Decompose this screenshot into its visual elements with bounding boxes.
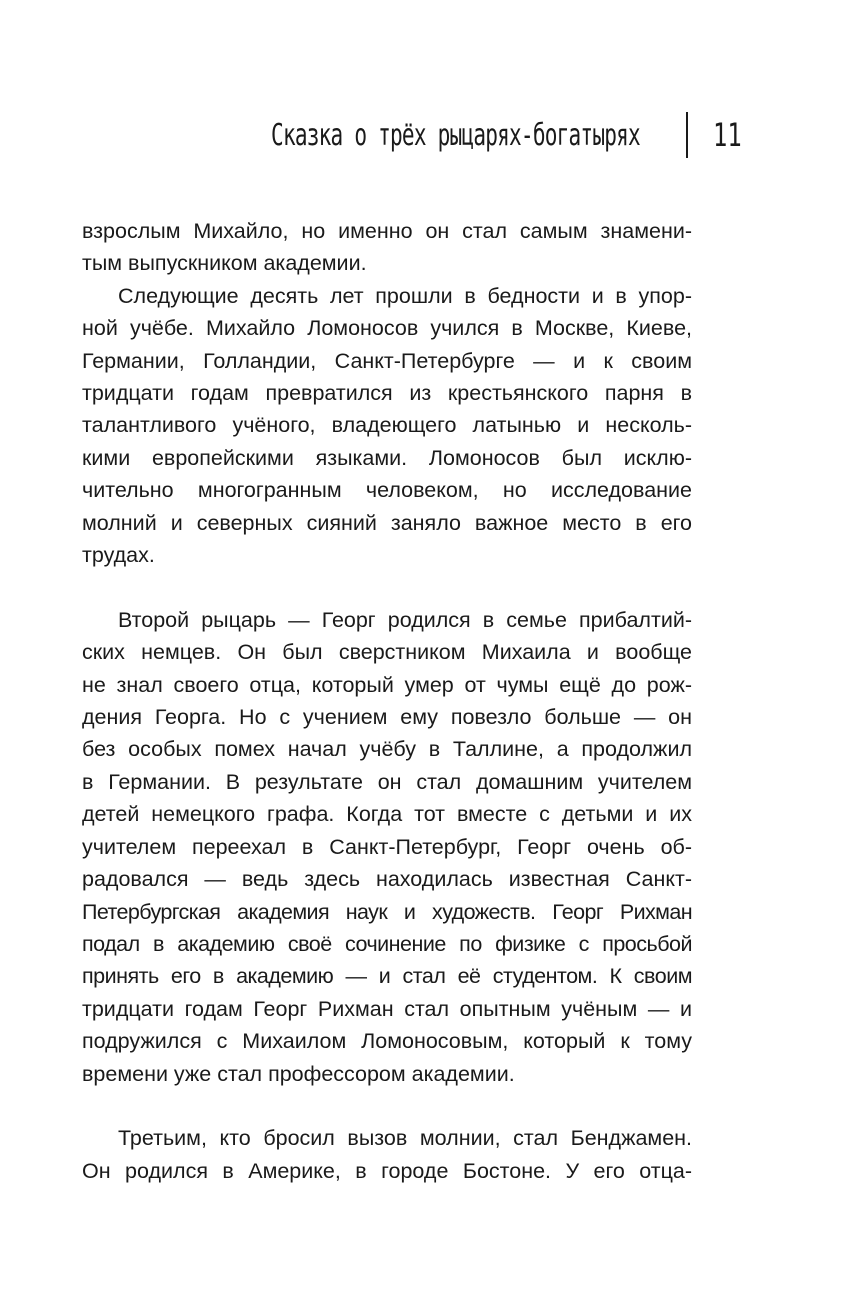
text-line: ских немцев. Он был сверстником Михаила и вообще xyxy=(82,640,692,665)
text-line: Третьим, кто бросил вызов молнии, стал Бенджамен. xyxy=(118,1126,692,1151)
text-line: кими европейскими языками. Ломоносов был исклю- xyxy=(82,445,692,470)
text-line: учителем переехал в Санкт-Петербург, Георг очень об- xyxy=(82,834,692,859)
text-line: талантливого учёного, владеющего латынью и несколь- xyxy=(82,413,692,438)
text-line: без особых помех начал учёбу в Таллине, а продолжил xyxy=(82,737,692,762)
text-line: трудах. xyxy=(82,543,155,568)
text-line: детей немецкого графа. Когда тот вместе с детьми и их xyxy=(82,802,692,827)
text-line: принять его в академию — и стал её студентом. К своим xyxy=(82,964,692,989)
text-line: времени уже стал профессором академии. xyxy=(82,1061,515,1086)
text-line: чительно многогранным человеком, но исследование xyxy=(82,478,692,503)
text-line: взрослым Михайло, но именно он стал самым знамени- xyxy=(82,219,692,243)
text-line: Второй рыцарь — Георг родился в семье прибалтий- xyxy=(118,607,692,632)
text-line: подружился с Михаилом Ломоносовым, который к тому xyxy=(82,1029,692,1054)
text-line: радовался — ведь здесь находилась известная Санкт- xyxy=(82,867,692,892)
text-line: молний и северных сияний заняло важное место в его xyxy=(82,510,692,535)
text-line: подал в академию своё сочинение по физике с просьбой xyxy=(82,931,692,956)
header-divider xyxy=(686,112,688,158)
text-line: Следующие десять лет прошли в бедности и в упор- xyxy=(118,283,692,308)
text-line: Германии, Голландии, Санкт-Петербурге — и к своим xyxy=(82,348,692,373)
running-header xyxy=(150,112,744,160)
text-line: ной учёбе. Михайло Ломоносов учился в Москве, Киеве, xyxy=(82,316,692,341)
text-line: тым выпускником академии. xyxy=(82,251,367,276)
paragraph-gap xyxy=(82,1090,692,1122)
text-line: тридцати годам превратился из крестьянского парня в xyxy=(82,381,692,406)
text-line: Петербургская академия наук и художеств. Георг Рихман xyxy=(82,899,692,924)
text-line: тридцати годам Георг Рихман стал опытным учёным — и xyxy=(82,996,692,1021)
text-line: Он родился в Америке, в городе Бостоне. У его отца- xyxy=(82,1158,692,1183)
page-number: 11 xyxy=(713,116,742,154)
chapter-title: Сказка о трёх рыцарях-богатырях xyxy=(271,118,640,153)
text-line: не знал своего отца, который умер от чумы ещё до рож- xyxy=(82,672,692,697)
paragraph-gap xyxy=(82,571,692,603)
text-line: в Германии. В результате он стал домашним учителем xyxy=(82,769,692,794)
text-line: дения Георга. Но с учением ему повезло больше — он xyxy=(82,705,692,730)
body-text xyxy=(82,215,692,1187)
